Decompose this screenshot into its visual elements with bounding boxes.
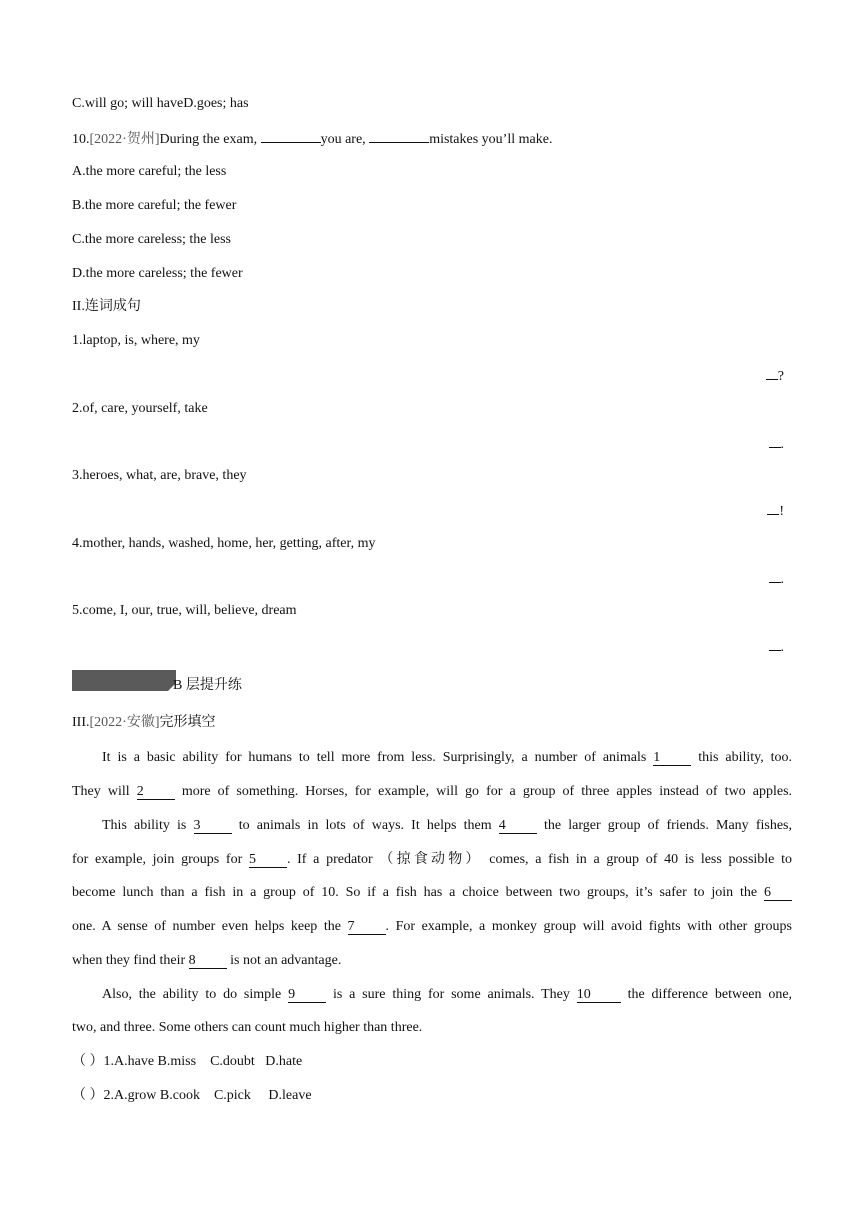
answer-paren-1: （ ） (72, 1054, 104, 1069)
section-2-item-2-end-punct: . (780, 437, 784, 452)
q10-option-b: B.the more careful; the fewer (72, 198, 237, 213)
section-2-item-3-prompt: 3.heroes, what, are, brave, they (72, 468, 247, 483)
section-2-item-3-answer-line (767, 501, 784, 521)
answer-paren-2: （ ） (72, 1088, 104, 1103)
cloze-blank-2: 2 (137, 784, 175, 800)
section-2-item-5-end-punct: . (780, 640, 784, 655)
section-2-item-5-answer-line (769, 637, 785, 657)
choice-1-a: A.have (114, 1054, 155, 1069)
q9-option-c: C.will go; will have (72, 96, 184, 111)
cloze-blank-1: 1 (653, 750, 691, 766)
q10-text-1: During the exam, (159, 132, 258, 147)
passage-p3-line-2: two, and three. Some others can count much higher than three. (72, 1020, 423, 1035)
passage-p2-line-2: for example, join groups for 5 . If a predator （掠食动物） comes, a fish in a group of 40 is less possible to (72, 852, 792, 867)
choice-2-c: C.pick (213, 1088, 251, 1103)
passage-p2-line-3: become lunch than a fish in a group of 10. So if a fish has a choice between two groups, it’s safer to join the 6 (72, 884, 792, 902)
passage-p2-line-5: when they find their 8 is not an advantage. (72, 953, 342, 968)
section-2-item-4-end-punct: . (780, 572, 784, 587)
section-2-item-1-end-punct: ? (777, 369, 784, 384)
cloze-blank-8: 8 (189, 953, 227, 969)
q10-blank-1 (261, 129, 321, 143)
section-3-heading: 完形填空 (159, 715, 216, 730)
q10-source: [2022·贺州] (89, 132, 160, 147)
level-banner-label: B 层提升练 (173, 678, 242, 693)
section-2-item-4-answer-line (769, 569, 785, 589)
cloze-blank-6: 6 (764, 885, 792, 901)
q10-blank-2 (369, 129, 429, 143)
choice-1-c: C.doubt (210, 1054, 255, 1069)
section-3-source: [2022·安徽] (89, 715, 160, 730)
passage-p2-line-1: This ability is 3 to animals in lots of ways. It helps them 4 the larger group of friends. Many fishes, (102, 818, 792, 833)
cloze-blank-3: 3 (194, 818, 232, 834)
cloze-blank-5: 5 (249, 852, 287, 868)
choice-1-b: B.miss (157, 1054, 197, 1069)
q9-option-d: D.goes; has (183, 96, 249, 111)
section-2-item-2-prompt: 2.of, care, yourself, take (72, 401, 208, 416)
passage-p2-line-4: one. A sense of number even helps keep the 7 . For example, a monkey group will avoid fights with other groups (72, 919, 793, 934)
choice-row-1: （ ）1.A.have B.miss C.doubt D.hate (72, 1054, 303, 1069)
choice-2-b: B.cook (159, 1088, 200, 1103)
level-banner-bar (72, 670, 176, 691)
choice-row-2: （ ）2.A.grow B.cook C.pick D.leave (72, 1088, 312, 1103)
passage-p1-line-2: They will 2 more of something. Horses, for example, will go for a group of three apples instead of two apples. (72, 784, 793, 799)
q10-option-c: C.the more careless; the less (72, 232, 232, 247)
choice-2-a: A.grow (114, 1088, 157, 1103)
q10-number: 10. (72, 132, 90, 147)
choice-2-d: D.leave (268, 1088, 312, 1103)
section-2-title: II.连词成句 (72, 299, 141, 314)
section-2-item-1-prompt: 1.laptop, is, where, my (72, 333, 200, 348)
q10-text-3: mistakes you’ll make. (429, 132, 553, 147)
q10-option-a: A.the more careful; the less (72, 164, 227, 179)
passage-p1-line-1: It is a basic ability for humans to tell more from less. Surprisingly, a number of animals 1 this ability, too. (102, 750, 793, 765)
q10-option-d: D.the more careless; the fewer (72, 266, 243, 281)
q10-stem (72, 129, 552, 149)
section-3-number: III. (72, 715, 90, 730)
section-2-item-4-prompt: 4.mother, hands, washed, home, her, getting, after, my (72, 536, 376, 551)
section-2-item-1-answer-line (766, 366, 784, 386)
cloze-blank-10: 10 (577, 987, 621, 1003)
q10-text-2: you are, (320, 132, 366, 147)
cloze-blank-7: 7 (348, 919, 386, 935)
cloze-blank-4: 4 (499, 818, 537, 834)
choice-1-d: D.hate (265, 1054, 303, 1069)
section-2-item-3-end-punct: ! (779, 504, 784, 519)
section-2-item-5-prompt: 5.come, I, our, true, will, believe, dream (72, 603, 297, 618)
passage-p3-line-1: Also, the ability to do simple 9 is a sure thing for some animals. They 10 the difference between one, (102, 987, 793, 1002)
section-2-item-2-answer-line (769, 434, 785, 454)
cloze-blank-9: 9 (288, 987, 326, 1003)
q9-options-cd (72, 95, 249, 113)
section-3-title (72, 714, 216, 732)
